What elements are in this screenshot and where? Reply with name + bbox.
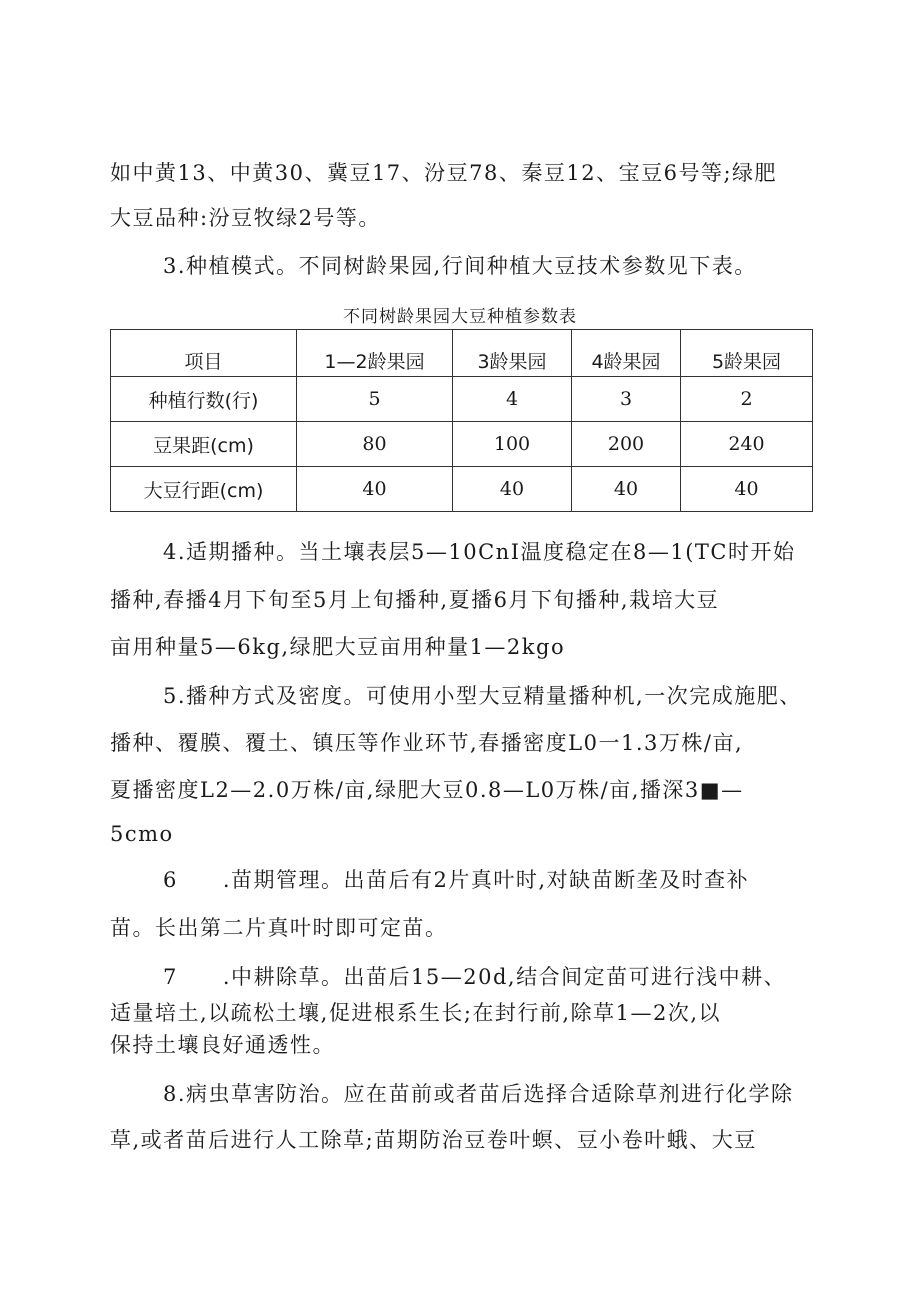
table-row xyxy=(111,377,813,422)
paragraph-weeding-line-1: 7 .中耕除草。出苗后15—20d,结合间定苗可进行浅中耕、 xyxy=(163,965,787,989)
table-header-age-4: 4龄果园 xyxy=(572,330,681,377)
table-row xyxy=(111,467,813,512)
table-header-age-3: 3龄果园 xyxy=(453,330,572,377)
paragraph-varieties-line-1: 如中黄13、中黄30、冀豆17、汾豆78、秦豆12、宝豆6号等;绿肥 xyxy=(110,161,778,185)
table-cell: 5 xyxy=(297,377,453,422)
table-cell: 40 xyxy=(297,467,453,512)
table-row xyxy=(111,422,813,467)
table-header-age-1-2: 1—2龄果园 xyxy=(297,330,453,377)
table-header-item: 项目 xyxy=(111,330,297,377)
paragraph-pest-control-line-1: 8.病虫草害防治。应在苗前或者苗后选择合适除草剂进行化学除 xyxy=(163,1082,794,1106)
paragraph-seedling-management-line-1: 6 .苗期管理。出苗后有2片真叶时,对缺苗断垄及时查补 xyxy=(163,868,750,892)
table-cell: 100 xyxy=(453,422,572,467)
table-cell: 40 xyxy=(681,467,813,512)
planting-parameters-table xyxy=(110,329,813,512)
row-label-rows: 种植行数(行) xyxy=(111,377,297,422)
paragraph-sowing-density-line-3: 夏播密度L2—2.0万株/亩,绿肥大豆0.8—L0万株/亩,播深3■— xyxy=(110,778,744,802)
table-header-age-5: 5龄果园 xyxy=(681,330,813,377)
paragraph-sowing-density-line-2: 播种、覆膜、覆土、镇压等作业环节,春播密度L0一1.3万株/亩, xyxy=(110,731,744,755)
paragraph-sowing-time-line-2: 播种,春播4月下旬至5月上旬播种,夏播6月下旬播种,栽培大豆 xyxy=(110,588,720,612)
paragraph-sowing-density-line-1: 5.播种方式及密度。可使用小型大豆精量播种机,一次完成施肥、 xyxy=(163,684,802,708)
paragraph-sowing-density-line-4: 5cmo xyxy=(110,822,174,846)
paragraph-seedling-management-line-2: 苗。长出第二片真叶时即可定苗。 xyxy=(110,916,448,940)
paragraph-pest-control-line-2: 草,或者苗后进行人工除草;苗期防治豆卷叶螟、豆小卷叶蛾、大豆 xyxy=(110,1128,757,1152)
paragraph-sowing-time-line-3: 亩用种量5—6kg,绿肥大豆亩用种量1—2kgo xyxy=(110,635,566,659)
paragraph-planting-mode: 3.种植模式。不同树龄果园,行间种植大豆技术参数见下表。 xyxy=(163,254,757,278)
paragraph-weeding-line-2: 适量培土,以疏松土壤,促进根系生长;在封行前,除草1—2次,以 xyxy=(110,1001,721,1025)
table-cell: 4 xyxy=(453,377,572,422)
row-label-row-spacing: 大豆行距(cm) xyxy=(111,467,297,512)
table-cell: 40 xyxy=(453,467,572,512)
table-cell: 40 xyxy=(572,467,681,512)
paragraph-weeding-line-3: 保持土壤良好通透性。 xyxy=(110,1033,335,1057)
table-header-row xyxy=(111,330,813,377)
paragraph-varieties-line-2: 大豆品种:汾豆牧绿2号等。 xyxy=(110,206,381,230)
table-cell: 80 xyxy=(297,422,453,467)
table-cell: 240 xyxy=(681,422,813,467)
table-cell: 3 xyxy=(572,377,681,422)
table-cell: 200 xyxy=(572,422,681,467)
table-cell: 2 xyxy=(681,377,813,422)
row-label-distance-to-tree: 豆果距(cm) xyxy=(111,422,297,467)
paragraph-sowing-time-line-1: 4.适期播种。当土壤表层5—10CnI温度稳定在8—1(TC时开始 xyxy=(163,540,796,564)
table-caption: 不同树龄果园大豆种植参数表 xyxy=(343,307,577,327)
